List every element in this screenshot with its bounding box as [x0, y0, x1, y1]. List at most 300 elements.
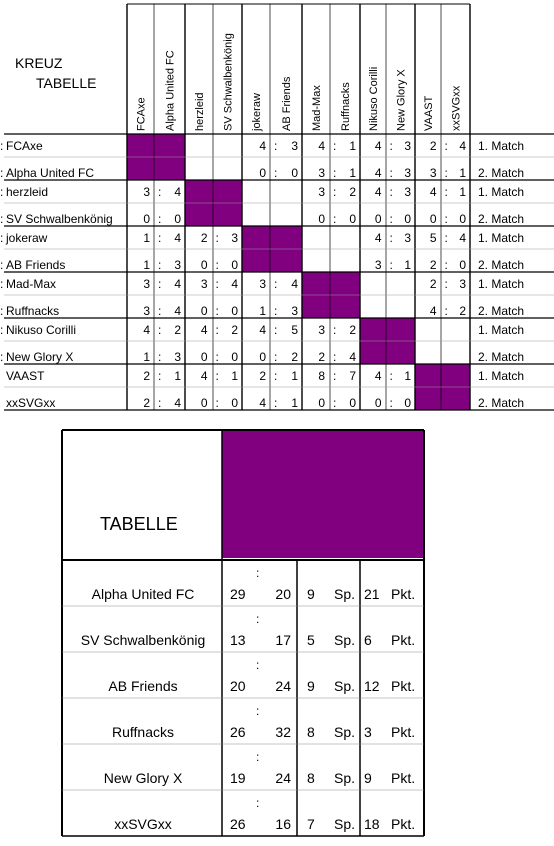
score-cell: [0, 166, 3, 180]
score-cell: [430, 139, 467, 153]
score-away: 0: [174, 212, 181, 226]
column-header: VAAST: [423, 95, 435, 131]
match-label: 1. Match: [478, 323, 525, 337]
score-cell: [430, 304, 467, 318]
score-separator: :: [444, 258, 448, 272]
score-cell: [201, 350, 239, 364]
score-home: 0: [374, 212, 382, 226]
score-cell: [201, 323, 239, 337]
team-name: xxSVGxx: [114, 816, 172, 832]
score-cell: [318, 396, 356, 410]
match-label: 2. Match: [478, 212, 525, 226]
score-home: 4: [374, 185, 382, 199]
score-cell: [143, 212, 181, 226]
score-separator: :: [0, 277, 4, 291]
column-header: Nikuso Corilli: [368, 66, 380, 131]
score-separator: :: [274, 396, 278, 410]
goals-for: 19: [230, 770, 246, 786]
cross-table-title-line1: KREUZ: [15, 55, 63, 71]
score-separator: :: [158, 323, 162, 337]
score-cell: [430, 166, 467, 180]
points: 9: [364, 770, 372, 786]
score-home: 4: [374, 166, 382, 180]
score-away: 4: [459, 231, 466, 245]
column-header: SV Schwalbenkönig: [222, 33, 235, 131]
score-cell: [430, 212, 467, 226]
score-separator: :: [444, 185, 448, 199]
score-separator: :: [0, 212, 4, 226]
points-label: Pkt.: [391, 770, 416, 786]
games-played: 9: [307, 678, 315, 694]
score-away: 0: [291, 166, 298, 180]
score-home: 2: [259, 369, 266, 383]
score-cell: [430, 277, 467, 291]
score-home: 4: [374, 369, 382, 383]
points: 6: [364, 632, 372, 648]
score-away: 5: [291, 323, 298, 337]
score-away: 3: [231, 231, 238, 245]
column-header: Mad-Max: [311, 85, 323, 131]
score-home: 2: [429, 277, 437, 291]
score-cell: [375, 139, 412, 153]
goals-against: 24: [275, 770, 291, 786]
score-separator: :: [158, 258, 162, 272]
team-name: SV Schwalbenkönig: [80, 632, 206, 648]
standings-row: [104, 750, 415, 786]
score-home: 0: [318, 212, 325, 226]
score-away: 3: [459, 277, 466, 291]
score-separator: :: [389, 396, 393, 410]
score-separator: :: [215, 396, 219, 410]
score-separator: :: [444, 212, 448, 226]
score-home: 0: [200, 396, 208, 410]
cross-table-grid: [4, 4, 554, 410]
goals-for: 13: [230, 632, 246, 648]
score-home: 3: [143, 277, 150, 291]
column-header: xxSVGxx: [450, 85, 463, 131]
column-header: herzleid: [194, 92, 206, 131]
score-home: 0: [374, 396, 382, 410]
score-separator: :: [333, 396, 337, 410]
score-cell: [0, 350, 3, 364]
score-away: 3: [174, 258, 181, 272]
score-separator: :: [333, 166, 337, 180]
score-separator: :: [274, 139, 278, 153]
score-home: 4: [200, 369, 208, 383]
goals-separator: :: [256, 612, 260, 626]
score-separator: :: [389, 369, 393, 383]
score-separator: :: [215, 369, 219, 383]
score-home: 3: [318, 185, 325, 199]
score-separator: :: [215, 231, 219, 245]
score-away: 1: [231, 369, 238, 383]
team-name: AB Friends: [108, 678, 178, 694]
score-home: 3: [259, 277, 266, 291]
score-away: 2: [459, 304, 466, 318]
score-home: 5: [429, 231, 437, 245]
score-cell: [318, 350, 356, 364]
score-cell: [0, 185, 3, 199]
score-separator: :: [389, 166, 393, 180]
row-label: AB Friends: [6, 258, 66, 272]
score-cell: [375, 166, 412, 180]
points-label: Pkt.: [391, 632, 416, 648]
score-home: 4: [318, 139, 325, 153]
score-away: 7: [349, 369, 356, 383]
goals-for: 29: [230, 586, 246, 602]
score-cell: [143, 231, 181, 245]
score-separator: :: [274, 350, 278, 364]
score-cell: [318, 323, 356, 337]
score-cell: [201, 369, 239, 383]
goals-against: 32: [275, 724, 291, 740]
score-away: 0: [404, 396, 411, 410]
score-cell: [430, 258, 467, 272]
score-cell: [143, 258, 181, 272]
score-cell: [0, 304, 3, 318]
score-separator: :: [389, 185, 393, 199]
score-cell: [143, 369, 181, 383]
score-cell: [375, 258, 412, 272]
score-separator: :: [0, 166, 4, 180]
score-cell: [0, 139, 3, 153]
score-separator: :: [158, 350, 162, 364]
score-separator: :: [274, 304, 278, 318]
score-home: 0: [259, 350, 266, 364]
score-separator: :: [333, 323, 337, 337]
score-separator: :: [215, 258, 219, 272]
points: 18: [364, 816, 380, 832]
score-away: 4: [291, 277, 298, 291]
goals-for: 26: [230, 816, 246, 832]
score-home: 2: [143, 396, 150, 410]
score-separator: :: [0, 258, 4, 272]
score-cell: [259, 369, 298, 383]
points: 12: [364, 678, 380, 694]
games-played: 5: [307, 632, 315, 648]
score-away: 3: [174, 350, 181, 364]
score-cell: [201, 258, 239, 272]
score-cell: [318, 139, 356, 153]
score-away: 4: [174, 304, 181, 318]
score-away: 2: [231, 323, 238, 337]
standings-header-accent: [222, 430, 424, 558]
team-name: New Glory X: [103, 770, 183, 786]
score-separator: :: [215, 350, 219, 364]
score-away: 3: [404, 185, 411, 199]
goals-separator: :: [256, 750, 260, 764]
score-separator: :: [274, 166, 278, 180]
score-away: 1: [404, 369, 411, 383]
score-away: 0: [404, 212, 411, 226]
score-home: 0: [200, 350, 208, 364]
score-home: 2: [200, 231, 208, 245]
score-home: 3: [318, 166, 325, 180]
score-home: 3: [374, 258, 382, 272]
score-away: 0: [231, 396, 238, 410]
score-away: 1: [174, 369, 181, 383]
cross-table-title-line2: TABELLE: [36, 75, 97, 91]
standings-title: TABELLE: [100, 514, 178, 534]
row-label: Mad-Max: [6, 277, 57, 291]
score-separator: :: [0, 231, 4, 245]
points-label: Pkt.: [391, 724, 416, 740]
score-separator: :: [274, 369, 278, 383]
score-cell: [201, 304, 239, 318]
goals-separator: :: [256, 796, 260, 810]
row-label: Alpha United FC: [6, 166, 95, 180]
score-home: 0: [259, 166, 266, 180]
score-away: 1: [349, 139, 356, 153]
score-separator: :: [333, 212, 337, 226]
games-played: 8: [307, 770, 315, 786]
score-cell: [430, 231, 467, 245]
score-away: 1: [291, 369, 298, 383]
score-away: 1: [459, 185, 466, 199]
score-home: 4: [200, 323, 208, 337]
games-played: 9: [307, 586, 315, 602]
score-separator: :: [389, 258, 393, 272]
row-label: jokeraw: [6, 231, 48, 245]
score-cell: [318, 369, 356, 383]
score-home: 4: [374, 139, 382, 153]
games-label: Sp.: [334, 586, 356, 602]
score-separator: :: [333, 369, 337, 383]
score-separator: :: [158, 231, 162, 245]
column-header: Ruffnacks: [340, 82, 352, 131]
games-label: Sp.: [334, 632, 356, 648]
score-separator: :: [333, 350, 337, 364]
score-home: 3: [429, 166, 437, 180]
score-cell: [259, 139, 298, 153]
goals-against: 20: [275, 586, 291, 602]
score-home: 4: [259, 396, 266, 410]
score-separator: :: [158, 396, 162, 410]
score-separator: :: [389, 231, 393, 245]
score-separator: :: [389, 139, 393, 153]
score-away: 0: [459, 258, 466, 272]
score-separator: :: [444, 231, 448, 245]
standings-row: [114, 796, 415, 832]
score-cell: [201, 277, 239, 291]
score-cell: [143, 323, 181, 337]
score-home: 2: [318, 350, 325, 364]
row-label: FCAxe: [6, 139, 43, 153]
score-cell: [259, 166, 298, 180]
score-home: 2: [429, 258, 437, 272]
score-separator: :: [215, 277, 219, 291]
score-home: 1: [143, 350, 150, 364]
score-home: 0: [318, 396, 325, 410]
score-away: 2: [349, 185, 356, 199]
team-name: Ruffnacks: [112, 724, 174, 740]
row-label: New Glory X: [6, 350, 74, 364]
score-separator: :: [215, 323, 219, 337]
score-cell: [201, 231, 239, 245]
score-separator: :: [0, 185, 4, 199]
standings-row: [108, 658, 415, 694]
score-home: 4: [429, 304, 437, 318]
score-cell: [375, 369, 412, 383]
games-label: Sp.: [334, 678, 356, 694]
score-away: 0: [231, 258, 238, 272]
column-header: New Glory X: [395, 69, 408, 131]
goals-for: 26: [230, 724, 246, 740]
score-away: 0: [231, 304, 238, 318]
score-away: 3: [404, 166, 411, 180]
team-name: Alpha United FC: [91, 586, 195, 602]
score-separator: :: [444, 139, 448, 153]
goals-against: 16: [275, 816, 291, 832]
score-separator: :: [158, 369, 162, 383]
score-separator: :: [274, 323, 278, 337]
match-label: 1. Match: [478, 185, 525, 199]
match-label: 1. Match: [478, 139, 525, 153]
score-away: 0: [349, 396, 356, 410]
match-label: 1. Match: [478, 277, 525, 291]
goals-for: 20: [230, 678, 246, 694]
score-home: 3: [318, 323, 325, 337]
score-cell: [0, 231, 3, 245]
score-cell: [375, 185, 412, 199]
score-home: 4: [143, 323, 150, 337]
match-label: 2. Match: [478, 396, 525, 410]
score-separator: :: [333, 139, 337, 153]
score-home: 2: [429, 139, 437, 153]
games-played: 8: [307, 724, 315, 740]
score-away: 4: [459, 139, 466, 153]
score-away: 4: [231, 277, 238, 291]
score-home: 3: [200, 277, 208, 291]
standings-row: [112, 704, 415, 740]
score-home: 4: [259, 323, 266, 337]
points-label: Pkt.: [391, 678, 416, 694]
score-away: 3: [404, 139, 411, 153]
match-label: 2. Match: [478, 166, 525, 180]
score-cell: [375, 231, 412, 245]
goals-against: 17: [275, 632, 291, 648]
score-away: 4: [174, 277, 181, 291]
score-separator: :: [158, 185, 162, 199]
standings-row: [81, 612, 415, 648]
score-away: 2: [291, 350, 298, 364]
standings-rows: [81, 566, 415, 832]
row-label: herzleid: [6, 185, 49, 199]
score-home: 0: [200, 258, 208, 272]
match-label: 1. Match: [478, 369, 525, 383]
score-home: 0: [429, 212, 437, 226]
score-home: 3: [143, 304, 150, 318]
points: 21: [364, 586, 380, 602]
score-away: 2: [349, 323, 356, 337]
score-away: 3: [291, 304, 298, 318]
score-separator: :: [158, 277, 162, 291]
score-away: 1: [291, 396, 298, 410]
score-separator: :: [444, 304, 448, 318]
goals-separator: :: [256, 566, 260, 580]
score-cell: [318, 185, 356, 199]
score-away: 1: [404, 258, 411, 272]
score-cell: [201, 396, 239, 410]
score-home: 1: [259, 304, 266, 318]
score-separator: :: [389, 212, 393, 226]
score-away: 1: [459, 166, 466, 180]
score-home: 2: [143, 369, 150, 383]
score-away: 0: [459, 212, 466, 226]
score-home: 1: [143, 231, 150, 245]
row-label: VAAST: [6, 369, 45, 383]
score-cell: [143, 185, 181, 199]
score-away: 0: [231, 350, 238, 364]
games-label: Sp.: [334, 724, 356, 740]
points-label: Pkt.: [391, 816, 416, 832]
score-separator: :: [158, 212, 162, 226]
score-cell: [259, 396, 298, 410]
score-away: 0: [349, 212, 356, 226]
cross-table: [0, 0, 554, 420]
score-home: 4: [429, 185, 437, 199]
score-separator: :: [0, 350, 4, 364]
score-home: 8: [318, 369, 325, 383]
score-home: 0: [143, 212, 150, 226]
score-separator: :: [215, 304, 219, 318]
games-played: 7: [307, 816, 315, 832]
points-label: Pkt.: [391, 586, 416, 602]
points: 3: [364, 724, 372, 740]
score-away: 2: [174, 323, 181, 337]
score-away: 1: [349, 166, 356, 180]
score-separator: :: [0, 304, 4, 318]
column-header: Alpha United FC: [164, 50, 177, 131]
games-label: Sp.: [334, 770, 356, 786]
score-home: 3: [143, 185, 150, 199]
score-cell: [318, 166, 356, 180]
score-separator: :: [274, 277, 278, 291]
score-away: 4: [174, 185, 181, 199]
score-cell: [430, 185, 467, 199]
goals-separator: :: [256, 704, 260, 718]
score-cell: [0, 258, 3, 272]
score-separator: :: [444, 277, 448, 291]
score-separator: :: [0, 139, 4, 153]
score-cell: [318, 212, 356, 226]
goals-separator: :: [256, 658, 260, 672]
score-cell: [143, 350, 181, 364]
score-away: 4: [174, 231, 181, 245]
score-away: 3: [404, 231, 411, 245]
score-home: 1: [143, 258, 150, 272]
games-label: Sp.: [334, 816, 356, 832]
match-label: 2. Match: [478, 350, 525, 364]
score-cell: [375, 212, 412, 226]
score-away: 4: [174, 396, 181, 410]
score-separator: :: [158, 304, 162, 318]
score-away: 4: [349, 350, 356, 364]
score-cell: [143, 277, 181, 291]
score-cell: [0, 212, 3, 226]
score-cell: [259, 323, 298, 337]
score-cell: [0, 277, 3, 291]
score-away: 3: [291, 139, 298, 153]
score-cell: [259, 350, 298, 364]
score-cell: [0, 323, 3, 337]
score-home: 4: [374, 231, 382, 245]
standings-row: [92, 566, 415, 602]
score-cell: [259, 304, 298, 318]
row-label: xxSVGxx: [6, 396, 56, 410]
score-home: 0: [200, 304, 208, 318]
match-label: 2. Match: [478, 258, 525, 272]
